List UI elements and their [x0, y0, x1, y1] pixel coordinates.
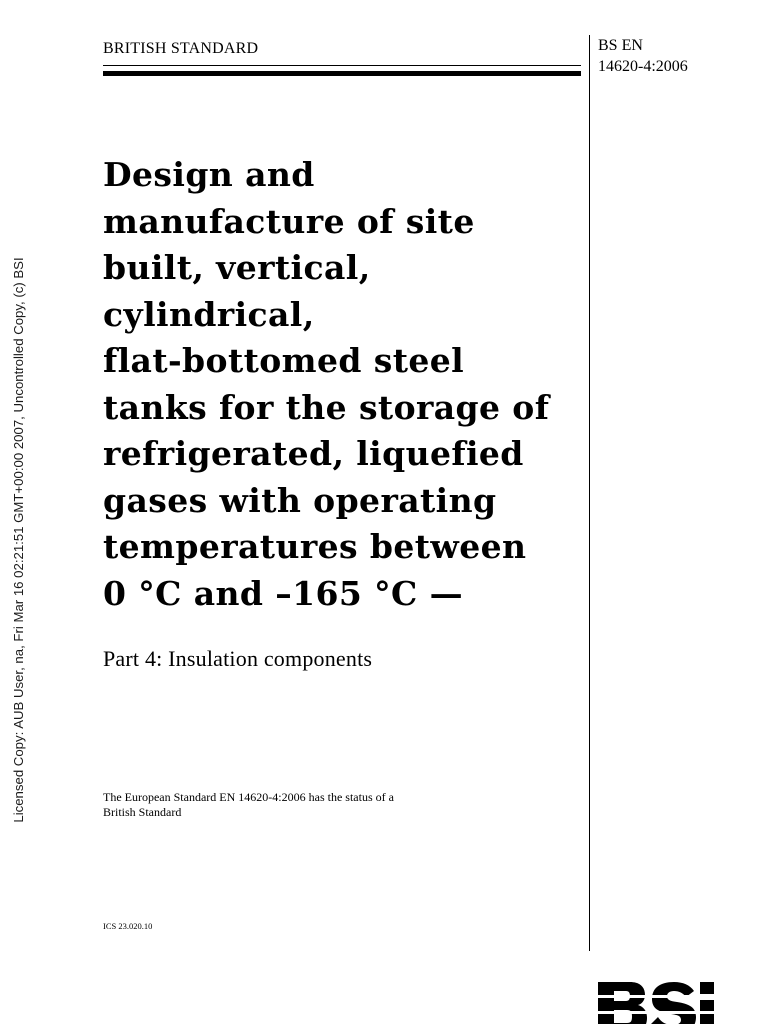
- header-rule-thick: [103, 71, 581, 76]
- title-line: built, vertical,: [103, 248, 371, 287]
- status-line-1: The European Standard EN 14620-4:2006 has the status of a: [103, 790, 394, 804]
- document-number-line-1: BS EN: [598, 37, 643, 54]
- vertical-divider: [589, 35, 590, 951]
- title-line: gases with operating: [103, 480, 497, 520]
- header-rule-thin: [103, 65, 581, 66]
- license-watermark: Licensed Copy: AUB User, na, Fri Mar 16 02:21:51 GMT+00:00 2007, Uncontrolled Copy, (c) BSI: [11, 257, 26, 823]
- status-statement: [103, 790, 483, 820]
- title-line: temperatures between: [103, 527, 527, 566]
- document-title: [103, 152, 583, 617]
- document-number: [598, 35, 688, 77]
- title-line: manufacture of site: [103, 201, 475, 241]
- title-line: flat-bottomed steel: [103, 341, 465, 380]
- ics-code: ICS 23.020.10: [103, 921, 153, 931]
- header-label: BRITISH STANDARD: [103, 40, 259, 57]
- title-line: Design and: [103, 155, 315, 194]
- title-line: tanks for the storage of: [103, 387, 550, 427]
- title-line: cylindrical,: [103, 294, 315, 334]
- part-subtitle: Part 4: Insulation components: [103, 646, 373, 671]
- status-line-2: British Standard: [103, 805, 182, 819]
- document-number-line-2: 14620-4:2006: [598, 58, 688, 75]
- title-line: refrigerated, liquefied: [103, 434, 524, 473]
- title-line: 0 °C and –165 °C —: [103, 573, 463, 613]
- bsi-logo: [596, 978, 736, 1024]
